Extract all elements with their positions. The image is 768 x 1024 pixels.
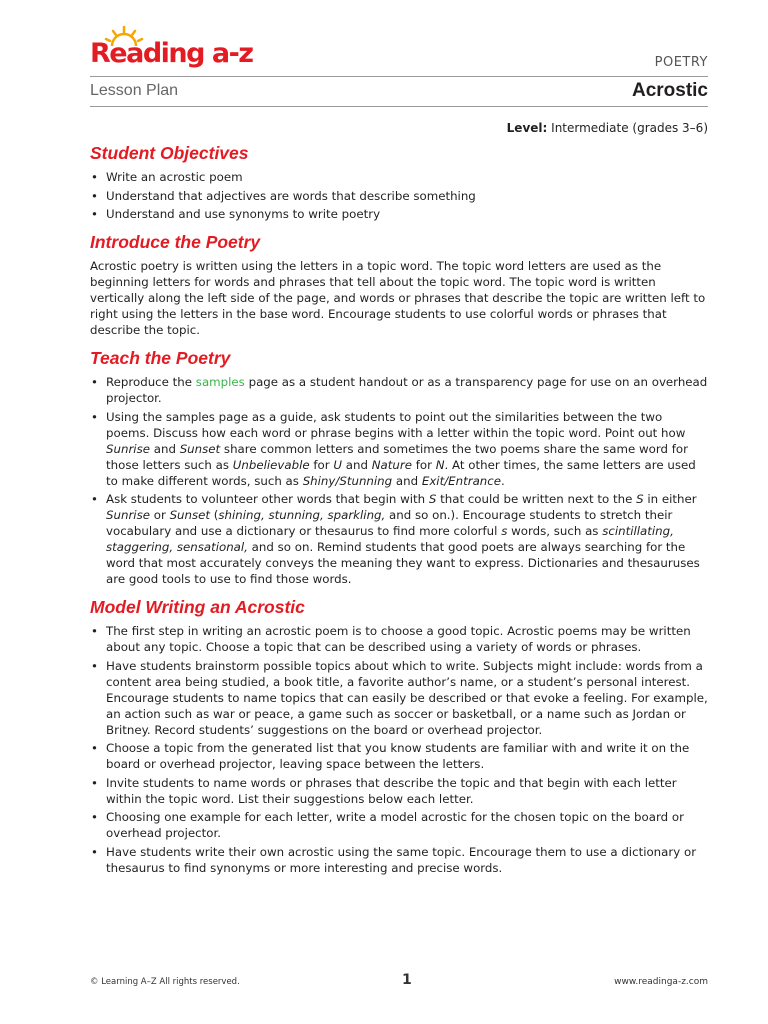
- level-label: Level:: [506, 121, 548, 135]
- level-value: Intermediate (grades 3–6): [551, 121, 708, 135]
- bullet: •: [91, 409, 98, 424]
- bullet: •: [91, 741, 98, 755]
- list-item: • Reproduce the samples page as a student handout or as a transparency page for use on an overhead projector.: [91, 375, 708, 405]
- bullet: •: [91, 810, 98, 824]
- lesson-plan-label: Lesson Plan: [90, 82, 179, 99]
- header-divider-bottom: [90, 106, 708, 107]
- bullet: •: [91, 624, 98, 638]
- section-teach-poetry: [90, 348, 708, 587]
- header-divider-top: [90, 76, 708, 77]
- bullet: •: [91, 375, 98, 389]
- list-item: • Write an acrostic poem: [91, 170, 243, 184]
- reading-az-logo[interactable]: [90, 26, 253, 76]
- level-info: [507, 121, 708, 135]
- intro-paragraph: Acrostic poetry is written using the letters in a topic word. The topic word letters are used as the beginning letters for words and phrases that tell about the topic word. The topic word is written vertically along the left side of the page, and words or phrases that describe the topic are written left to right using the letters in the base word. Encourage students to use colorful words or phrases that describe the topic.: [90, 259, 706, 337]
- section-model-writing: [90, 597, 708, 876]
- list-item: • Understand and use synonyms to write poetry: [91, 207, 381, 221]
- list-item: • Choosing one example for each letter, write a model acrostic for the chosen topic on the board or overhead projector.: [91, 810, 684, 840]
- list-item: • Choose a topic from the generated list that you know students are familiar with and write it on the board or overhead projector, leaving space between the letters.: [91, 741, 690, 771]
- section-introduce-poetry: [90, 232, 708, 338]
- list-item: • Invite students to name words or phrases that describe the topic and that begin with each letter within the topic word. List their suggestions below each letter.: [91, 775, 677, 806]
- list-item: • Understand that adjectives are words that describe something: [91, 188, 476, 203]
- bullet: •: [91, 170, 98, 184]
- teach-list: [90, 374, 708, 587]
- list-item: • Have students brainstorm possible topics about which to write. Subjects might include: words from a content area being studied, a book title, a favorite author’s name, or a student’s personal interest. Encourage students to name topics that can easily be described or that evoke a feeling. For example, an action such as war or peace, a game such as soccer or basketball, or a name such as Jordan or Britney. Record students’ suggestions on the board or overhead projector.: [91, 658, 708, 737]
- section-student-objectives: [90, 143, 708, 222]
- list-item: • Using the samples page as a guide, ask students to point out the similarities between the two poems. Discuss how each word or phrase begins with a letter within the topic word. Point out how Sunrise and Sunset share common letters and sometimes the two poems share the same word for those letters such as Unbelievable for U and Nature for N. At other times, the same letters are used to make different words, such as Shiny/Stunning and Exit/Entrance.: [91, 409, 696, 488]
- footer-url-link[interactable]: www.readinga-z.com: [614, 977, 708, 987]
- lesson-content: [90, 143, 708, 886]
- page-title: Acrostic: [631, 80, 708, 101]
- objectives-list: [90, 169, 708, 222]
- list-item: • The first step in writing an acrostic poem is to choose a good topic. Acrostic poems may be written about any topic. Choose a topic that can be described using a variety of words or phrases.: [91, 624, 691, 654]
- bullet: •: [91, 844, 98, 859]
- samples-link[interactable]: samples: [195, 375, 245, 389]
- logo-wordmark: Reading a-z: [90, 38, 253, 69]
- page-number: 1: [402, 972, 412, 988]
- section-heading: Teach the Poetry: [90, 348, 231, 368]
- model-list: [90, 623, 708, 876]
- list-item: • Have students write their own acrostic using the same topic. Encourage them to use a dictionary or thesaurus to find synonyms or more interesting and precise words.: [91, 844, 697, 875]
- bullet: •: [91, 658, 98, 673]
- bullet: •: [91, 775, 98, 790]
- section-heading: Student Objectives: [90, 143, 249, 163]
- category-label: POETRY: [654, 55, 708, 70]
- section-heading: Introduce the Poetry: [90, 232, 261, 252]
- bullet: •: [91, 492, 98, 506]
- bullet: •: [91, 188, 98, 203]
- list-item: • Ask students to volunteer other words that begin with S that could be written next to the S in either Sunrise or Sunset (shining, stunning, sparkling, and so on.). Encourage students to stretch their vocabulary and use a dictionary or thesaurus to find more colorful s words, such as scintillating, staggering, sensational, and so on. Remind students that good poets are always searching for the word that most accurately conveys the meaning they want to express. Dictionaries and thesauruses are good tools to use to find those words.: [91, 492, 700, 586]
- section-heading: Model Writing an Acrostic: [90, 597, 305, 617]
- bullet: •: [91, 207, 98, 221]
- footer-copyright: © Learning A–Z All rights reserved.: [90, 977, 240, 987]
